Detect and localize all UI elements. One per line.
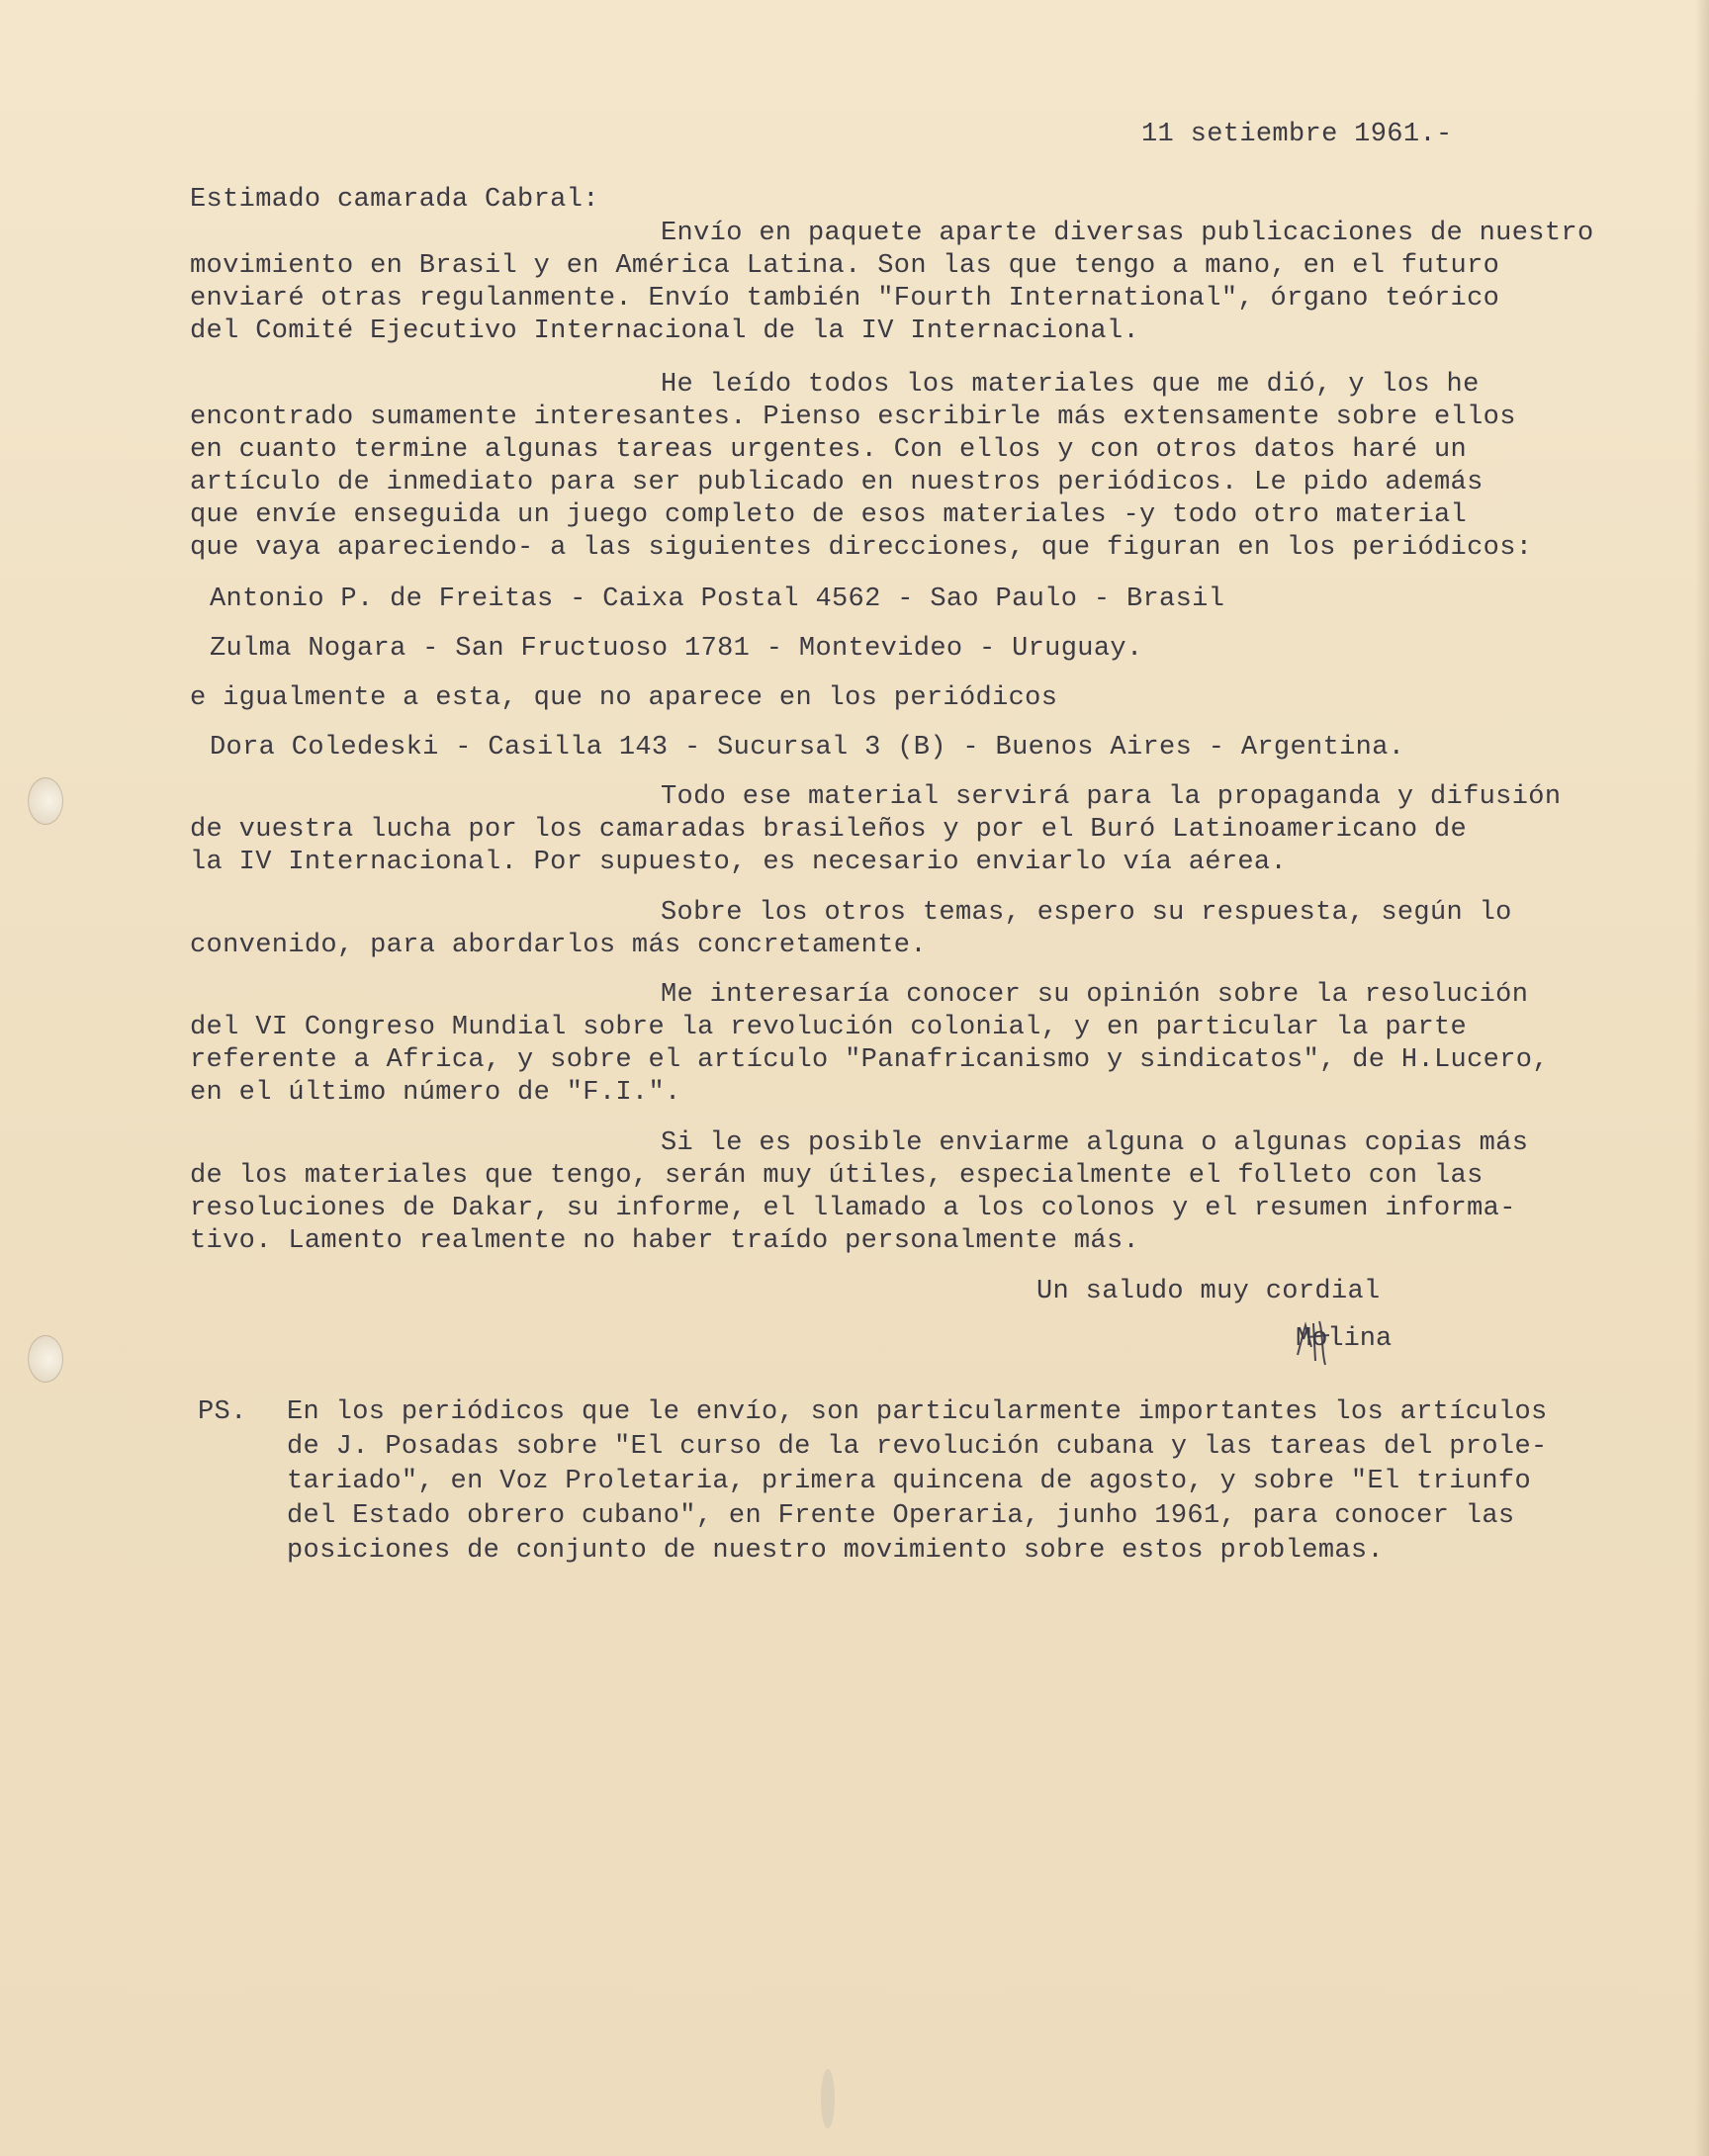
paragraph-6-line-2: de los materiales que tengo, serán muy útiles, especialmente el folleto con las [190,1161,1484,1191]
ps-line-4: del Estado obrero cubano", en Frente Operaria, junho 1961, para conocer las [287,1501,1515,1531]
paragraph-3-line-1: Todo ese material servirá para la propaganda y difusión [661,782,1562,812]
ps-line-5: posiciones de conjunto de nuestro movimiento sobre estos problemas. [287,1536,1385,1566]
address-brasil: Antonio P. de Freitas - Caixa Postal 4562 - Sao Paulo - Brasil [210,584,1225,614]
paragraph-5-line-4: en el último número de "F.I.". [190,1078,681,1108]
paragraph-4-line-1: Sobre los otros temas, espero su respuesta, según lo [661,898,1512,928]
paragraph-1-line-4: del Comité Ejecutivo Internacional de la IV Internacional. [190,316,1140,346]
paragraph-3-line-3: la IV Internacional. Por supuesto, es necesario enviarlo vía aérea. [190,848,1288,877]
address-argentina: Dora Coledeski - Casilla 143 - Sucursal 3 (B) - Buenos Aires - Argentina. [210,733,1405,763]
salutation: Estimado camarada Cabral: [190,185,599,215]
signature-name: Molina [1296,1324,1393,1354]
paragraph-6-line-1: Si le es posible enviarme alguna o algunas copias más [661,1128,1529,1158]
ps-line-1: En los periódicos que le envío, son particularmente importantes los artículos [287,1397,1548,1427]
address-uruguay: Zulma Nogara - San Fructuoso 1781 - Montevideo - Uruguay. [210,634,1143,664]
paragraph-2-line-6: que vaya apareciendo- a las siguientes direcciones, que figuran en los periódicos: [190,533,1533,563]
paper-crease-mark [821,2069,835,2128]
ps-label: PS. [198,1397,247,1427]
page-edge-shadow [1695,0,1709,2156]
address-intro: e igualmente a esta, que no aparece en los periódicos [190,683,1058,713]
paragraph-5-line-3: referente a Africa, y sobre el artículo "Panafricanismo y sindicatos", de H.Lucero, [190,1045,1549,1075]
punch-hole-lower [28,1335,63,1383]
letter-date: 11 setiembre 1961.- [1141,120,1453,149]
paragraph-2-line-5: que envíe enseguida un juego completo de esos materiales -y todo otro material [190,500,1468,530]
paragraph-2-line-1: He leído todos los materiales que me dió, y los he [661,370,1480,400]
ps-line-3: tariado", en Voz Proletaria, primera quincena de agosto, y sobre "El triunfo [287,1467,1531,1496]
paragraph-1-line-1: Envío en paquete aparte diversas publicaciones de nuestro [661,219,1594,248]
paragraph-1-line-3: enviaré otras regulanmente. Envío también "Fourth International", órgano teórico [190,284,1500,314]
paragraph-2-line-2: encontrado sumamente interesantes. Pienso escribirle más extensamente sobre ellos [190,403,1516,432]
paragraph-3-line-2: de vuestra lucha por los camaradas brasileños y por el Buró Latinoamericano de [190,815,1468,845]
paragraph-5-line-1: Me interesaría conocer su opinión sobre la resolución [661,980,1529,1010]
paragraph-2-line-3: en cuanto termine algunas tareas urgentes. Con ellos y con otros datos haré un [190,435,1468,465]
closing: Un saludo muy cordial [1036,1277,1381,1306]
ps-line-2: de J. Posadas sobre "El curso de la revolución cubana y las tareas del prole- [287,1432,1548,1462]
paragraph-6-line-4: tivo. Lamento realmente no haber traído personalmente más. [190,1226,1140,1256]
punch-hole-upper [28,777,63,825]
paragraph-5-line-2: del VI Congreso Mundial sobre la revolución colonial, y en particular la parte [190,1013,1468,1042]
paragraph-4-line-2: convenido, para abordarlos más concretamente. [190,931,927,960]
paragraph-6-line-3: resoluciones de Dakar, su informe, el llamado a los colonos y el resumen informa- [190,1194,1516,1223]
paragraph-2-line-4: artículo de inmediato para ser publicado en nuestros periódicos. Le pido además [190,468,1484,497]
paragraph-1-line-2: movimiento en Brasil y en América Latina. Son las que tengo a mano, en el futuro [190,251,1500,281]
